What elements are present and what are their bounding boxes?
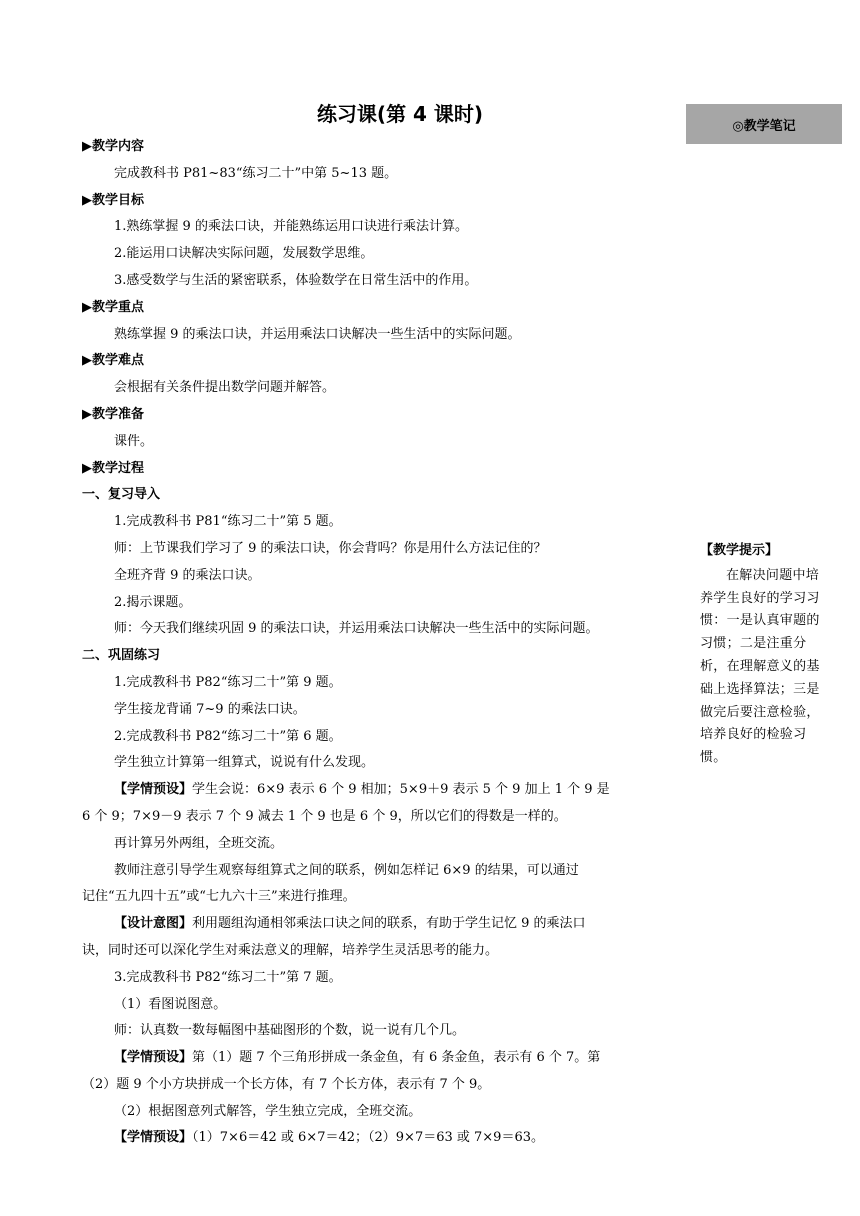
paragraph-line: 学生独立计算第一组算式，说说有什么发现。 bbox=[114, 755, 375, 771]
paragraph-line: 师：认真数一数每幅图中基础图形的个数，说一说有几个几。 bbox=[114, 1023, 466, 1039]
section-heading: ▶教学过程 bbox=[82, 460, 144, 476]
annotation-text: 第（1）题 7 个三角形拼成一条金鱼，有 6 条金鱼，表示有 6 个 7。第 bbox=[192, 1050, 601, 1066]
section-heading: ▶教学难点 bbox=[82, 353, 144, 369]
paragraph-line: 2.能运用口诀解决实际问题，发展数学思维。 bbox=[114, 246, 374, 262]
teaching-tips-text: 在解决问题中培养学生良好的学习习惯：一是认真审题的习惯；二是注重分析，在理解意义的基础上选择算法；三是做完后要注意检验，培养良好的检验习惯。 bbox=[700, 567, 820, 766]
paragraph-line: 会根据有关条件提出数学问题并解答。 bbox=[114, 380, 336, 396]
paragraph-line: 诀，同时还可以深化学生对乘法意义的理解，培养学生灵活思考的能力。 bbox=[82, 942, 499, 958]
paragraph-line: 1.熟练掌握 9 的乘法口诀，并能熟练运用口诀进行乘法计算。 bbox=[114, 219, 468, 235]
paragraph-line: 教师注意引导学生观察每组算式之间的联系，例如怎样记 6×9 的结果，可以通过 bbox=[114, 862, 579, 878]
paragraph-line: （1）看图说图意。 bbox=[114, 996, 227, 1012]
section-heading: ▶教学准备 bbox=[82, 406, 144, 422]
paragraph-line: 1.完成教科书 P81“练习二十”第 5 题。 bbox=[114, 514, 342, 530]
teaching-notes-badge: ◎教学笔记 bbox=[686, 104, 842, 144]
annotated-paragraph-line bbox=[82, 911, 662, 938]
annotated-paragraph-line bbox=[82, 1045, 662, 1072]
annotated-paragraph-line bbox=[82, 1125, 662, 1152]
section-heading: ▶教学重点 bbox=[82, 299, 144, 315]
section-heading: ▶教学内容 bbox=[82, 139, 144, 154]
paragraph-line: 3.完成教科书 P82“练习二十”第 7 题。 bbox=[114, 969, 342, 985]
annotation-label: 【学情预设】 bbox=[114, 1130, 193, 1146]
paragraph-line: 2.完成教科书 P82“练习二十”第 6 题。 bbox=[114, 728, 342, 744]
paragraph-line: 师：今天我们继续巩固 9 的乘法口诀，并运用乘法口诀解决一些生活中的实际问题。 bbox=[114, 621, 599, 637]
annotation-label: 【设计意图】 bbox=[114, 916, 193, 932]
section-heading: 二、巩固练习 bbox=[82, 648, 161, 664]
annotation-text: 利用题组沟通相邻乘法口诀之间的联系，有助于学生记忆 9 的乘法口 bbox=[192, 916, 586, 932]
paragraph-line: 完成教科书 P81~83“练习二十”中第 5~13 题。 bbox=[114, 165, 398, 181]
paragraph-line: 课件。 bbox=[114, 433, 154, 449]
paragraph-line: 学生接龙背诵 7~9 的乘法口诀。 bbox=[114, 701, 306, 717]
paragraph-line: 熟练掌握 9 的乘法口诀，并运用乘法口诀解决一些生活中的实际问题。 bbox=[114, 326, 521, 342]
teaching-tips-title: 【教学提示】 bbox=[700, 543, 779, 558]
paragraph-line: （2）题 9 个小方块拼成一个长方体，有 7 个长方体，表示有 7 个 9。 bbox=[82, 1076, 491, 1092]
paragraph-line: 2.揭示课题。 bbox=[114, 594, 192, 610]
annotation-label: 【学情预设】 bbox=[114, 1050, 193, 1066]
paragraph-line: 再计算另外两组，全班交流。 bbox=[114, 835, 284, 851]
annotation-text: （1）7×6＝42 或 6×7＝42；（2）9×7＝63 或 7×9＝63。 bbox=[192, 1130, 544, 1146]
paragraph-line: 记住“五九四十五”或“七九六十三”来进行推理。 bbox=[82, 889, 356, 905]
paragraph-line: 3.感受数学与生活的紧密联系，体验数学在日常生活中的作用。 bbox=[114, 272, 478, 288]
teaching-tips-sidebar bbox=[700, 540, 828, 770]
paragraph-line: 6 个 9；7×9－9 表示 7 个 9 减去 1 个 9 也是 6 个 9，所以它们的得数是一样的。 bbox=[82, 808, 567, 824]
paragraph-line: （2）根据图意列式解答，学生独立完成，全班交流。 bbox=[114, 1103, 422, 1119]
annotated-paragraph-line bbox=[82, 777, 662, 804]
paragraph-line: 师：上节课我们学习了 9 的乘法口诀，你会背吗？你是用什么方法记住的？ bbox=[114, 540, 547, 556]
paragraph-line: 全班齐背 9 的乘法口诀。 bbox=[114, 567, 261, 583]
paragraph-line: 1.完成教科书 P82“练习二十”第 9 题。 bbox=[114, 674, 342, 690]
page-title: 练习课(第 4 课时) bbox=[316, 102, 484, 126]
annotation-text: 学生会说：6×9 表示 6 个 9 相加；5×9＋9 表示 5 个 9 加上 1 个 9 是 bbox=[192, 782, 610, 798]
lesson-plan-body bbox=[82, 134, 662, 1152]
section-heading: 一、复习导入 bbox=[82, 487, 161, 503]
section-heading: ▶教学目标 bbox=[82, 192, 144, 208]
annotation-label: 【学情预设】 bbox=[114, 782, 193, 798]
